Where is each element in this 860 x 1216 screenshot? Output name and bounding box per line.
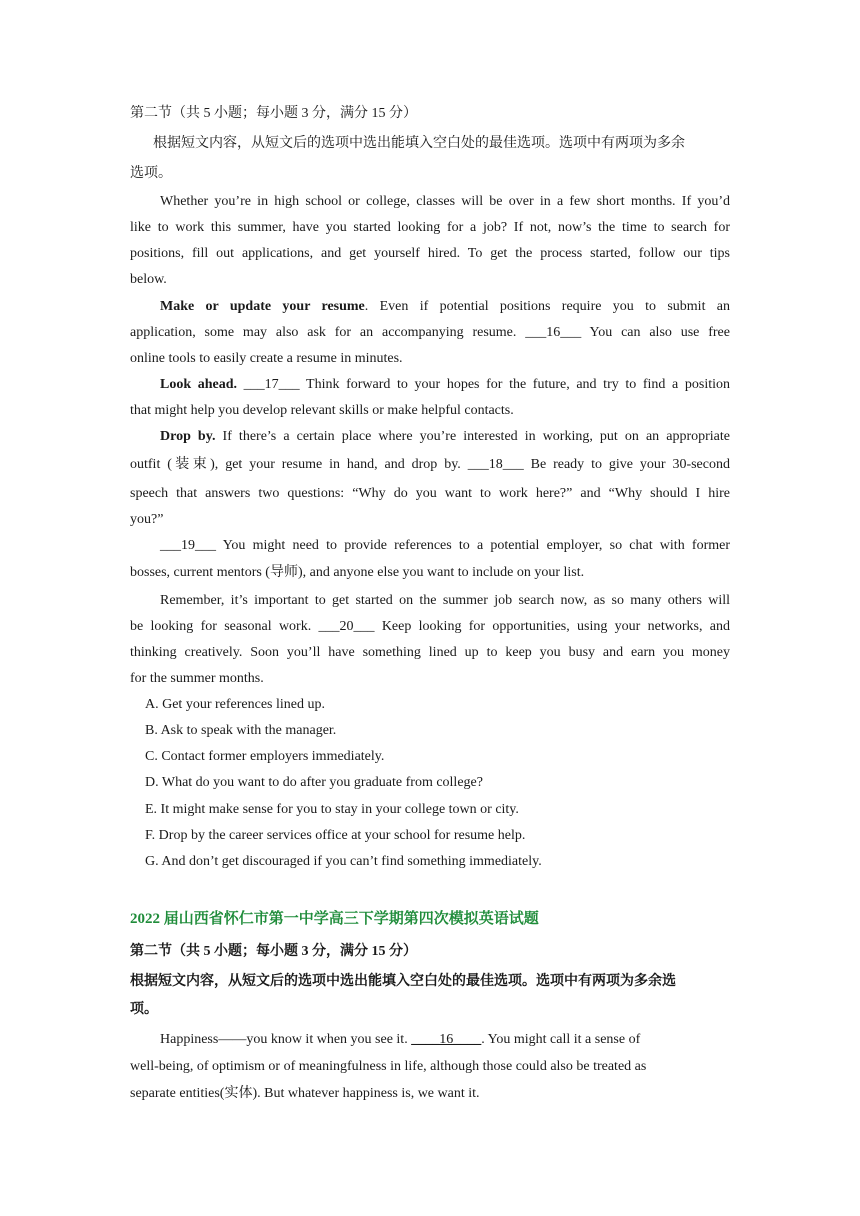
paragraph-line: ___19___ You might need to provide references to a potential employer, so chat with former bbox=[160, 538, 730, 553]
tip-heading: Drop by. bbox=[160, 429, 216, 444]
instruction-line: 根据短文内容，从短文后的选项中选出能填入空白处的最佳选项。选项中有两项为多余 bbox=[153, 136, 685, 151]
paragraph-line: positions, fill out applications, and get yourself hired. To get the process started, follow our tips bbox=[130, 246, 730, 261]
option-item: C. Contact former employers immediately. bbox=[145, 749, 385, 764]
section-header: 第二节（共 5 小题；每小题 3 分，满分 15 分） bbox=[130, 944, 417, 959]
instruction-line: 项。 bbox=[130, 1002, 158, 1017]
paragraph-line: Make or update your resume. Even if potential positions require you to submit an bbox=[160, 299, 730, 314]
option-item: A. Get your references lined up. bbox=[145, 697, 325, 712]
paragraph-line: well-being, of optimism or of meaningfulness in life, although those could also be treated as bbox=[130, 1059, 647, 1074]
paragraph-line: be looking for seasonal work. ___20___ Keep looking for opportunities, using your networks, and bbox=[130, 619, 730, 634]
paragraph-line: that might help you develop relevant skills or make helpful contacts. bbox=[130, 403, 514, 418]
instruction-line: 选项。 bbox=[130, 166, 172, 181]
paragraph-line: for the summer months. bbox=[130, 671, 264, 686]
paragraph-line: thinking creatively. Soon you’ll have something lined up to keep you busy and earn you money bbox=[130, 645, 730, 660]
paragraph-line: online tools to easily create a resume in minutes. bbox=[130, 351, 403, 366]
paragraph-line: Whether you’re in high school or college, classes will be over in a few short months. If you’d bbox=[160, 194, 730, 209]
option-item: E. It might make sense for you to stay in your college town or city. bbox=[145, 802, 519, 817]
option-item: B. Ask to speak with the manager. bbox=[145, 723, 337, 738]
paragraph-line: Remember, it’s important to get started on the summer job search now, as so many others will bbox=[160, 593, 730, 608]
option-item: G. And don’t get discouraged if you can’t find something immediately. bbox=[145, 854, 542, 869]
paragraph-line: outfit (装束), get your resume in hand, and drop by. ___18___ Be ready to give your 30-second bbox=[130, 457, 730, 472]
option-item: D. What do you want to do after you graduate from college? bbox=[145, 775, 483, 790]
instruction-line: 根据短文内容，从短文后的选项中选出能填入空白处的最佳选项。选项中有两项为多余选 bbox=[130, 974, 676, 989]
paragraph-line: bosses, current mentors (导师), and anyone else you want to include on your list. bbox=[130, 565, 585, 580]
paragraph-line: below. bbox=[130, 272, 167, 287]
paragraph-line: like to work this summer, have you started looking for a job? If not, now’s the time to search for bbox=[130, 220, 730, 235]
section-header: 第二节（共 5 小题；每小题 3 分，满分 15 分） bbox=[130, 106, 417, 121]
paragraph-line: separate entities(实体). But whatever happiness is, we want it. bbox=[130, 1086, 480, 1101]
tip-heading: Look ahead. bbox=[160, 377, 238, 392]
paragraph-line: Look ahead. ___17___ Think forward to your hopes for the future, and try to find a position bbox=[160, 377, 730, 392]
paragraph-line: Drop by. If there’s a certain place where you’re interested in working, put on an appropriate bbox=[160, 429, 731, 444]
answer-blank: ____16____ bbox=[411, 1032, 482, 1047]
paragraph-line: Happiness——you know it when you see it. ____16____. You might call it a sense of bbox=[160, 1032, 641, 1047]
option-item: F. Drop by the career services office at your school for resume help. bbox=[145, 828, 526, 843]
paragraph-line: speech that answers two questions: “Why do you want to work here?” and “Why should I hire bbox=[130, 486, 730, 501]
paragraph-line: application, some may also ask for an accompanying resume. ___16___ You can also use free bbox=[130, 325, 730, 340]
exam-title: 2022 届山西省怀仁市第一中学高三下学期第四次模拟英语试题 bbox=[130, 911, 539, 927]
tip-heading: Make or update your resume bbox=[160, 299, 365, 314]
paragraph-line: you?” bbox=[130, 512, 164, 527]
